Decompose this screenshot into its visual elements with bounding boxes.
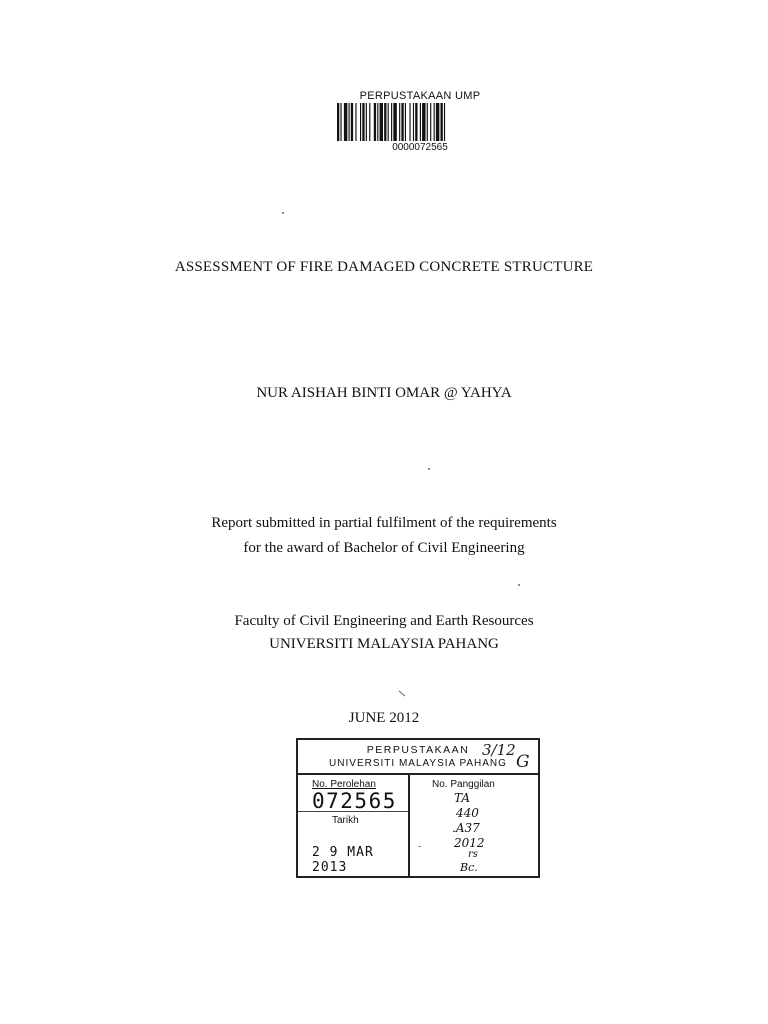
barcode-bar <box>405 103 406 141</box>
stamp-header <box>298 740 538 775</box>
handwritten-fraction: 3/12 <box>482 741 516 759</box>
scan-speck <box>428 468 430 470</box>
barcode-bar <box>351 103 353 141</box>
barcode-bar <box>384 103 386 141</box>
call-number-line: Bc. <box>460 861 478 874</box>
call-number-line: rs <box>468 849 478 860</box>
faculty-name: Faculty of Civil Engineering and Earth Resources <box>234 613 534 629</box>
tarikh-label: Tarikh <box>332 815 359 826</box>
barcode-bar <box>340 103 341 141</box>
thesis-title: ASSESSMENT OF FIRE DAMAGED CONCRETE STRUCTURE <box>174 259 594 275</box>
barcode-bar <box>436 103 439 141</box>
library-stamp <box>296 738 540 878</box>
barcode-bar <box>393 103 396 141</box>
barcode-bar <box>399 103 400 141</box>
barcode-bar <box>422 103 425 141</box>
call-number-line: 2012 <box>454 836 485 850</box>
barcode-number: 0000072565 <box>392 142 448 153</box>
perolehan-value: 072565 <box>312 789 397 813</box>
barcode-bar <box>441 103 443 141</box>
panggilan-label: No. Panggilan <box>432 779 495 790</box>
barcode-bar <box>391 103 392 141</box>
perolehan-label: No. Perolehan <box>312 779 376 790</box>
barcode-bars <box>335 103 505 141</box>
barcode-library-name: PERPUSTAKAAN UMP <box>359 90 481 102</box>
submission-statement <box>0 511 768 561</box>
barcode-bar <box>369 103 370 141</box>
barcode-bar <box>427 103 428 141</box>
barcode-bar <box>409 103 410 141</box>
call-number-line: .A37 <box>452 821 480 835</box>
barcode-bar <box>362 103 364 141</box>
barcode-bar <box>413 103 414 141</box>
barcode-bar <box>415 103 417 141</box>
barcode-bar <box>344 103 347 141</box>
barcode-bar <box>377 103 378 141</box>
stamp-accession-column <box>298 775 410 878</box>
tarikh-value: 2 9 MAR 2013 <box>312 845 374 875</box>
barcode-bar <box>380 103 383 141</box>
barcode-bar <box>349 103 350 141</box>
author-name: NUR AISHAH BINTI OMAR @ YAHYA <box>256 385 512 401</box>
barcode-bar <box>388 103 389 141</box>
barcode-bar <box>430 103 431 141</box>
submission-date: JUNE 2012 <box>348 710 420 726</box>
barcode-bar <box>420 103 421 141</box>
handwritten-letter: G <box>516 752 530 772</box>
call-number-line: TA <box>454 791 471 805</box>
university-name: UNIVERSITI MALAYSIA PAHANG <box>269 636 499 652</box>
submission-line-1: Report submitted in partial fulfilment of the requirements <box>211 515 557 531</box>
barcode-bar <box>366 103 367 141</box>
submission-line-2: for the award of Bachelor of Civil Engineering <box>243 540 525 556</box>
stamp-divider <box>298 811 408 813</box>
scan-speck <box>418 846 421 847</box>
barcode-bar <box>434 103 435 141</box>
stamp-call-number-column <box>410 775 538 878</box>
barcode-bar <box>444 103 445 141</box>
barcode-bar <box>401 103 403 141</box>
stamp-library-name: PERPUSTAKAAN <box>366 744 470 756</box>
barcode-bar <box>374 103 376 141</box>
barcode-bar <box>337 103 339 141</box>
call-number-line: 440 <box>456 806 479 820</box>
stamp-university-name: UNIVERSITI MALAYSIA PAHANG <box>329 758 507 769</box>
scan-speck <box>399 691 406 697</box>
scan-speck <box>518 584 520 586</box>
barcode-bar <box>355 103 356 141</box>
institution-block <box>0 610 768 656</box>
scan-speck <box>282 212 284 214</box>
barcode-bar <box>360 103 361 141</box>
library-barcode-label <box>330 90 510 153</box>
